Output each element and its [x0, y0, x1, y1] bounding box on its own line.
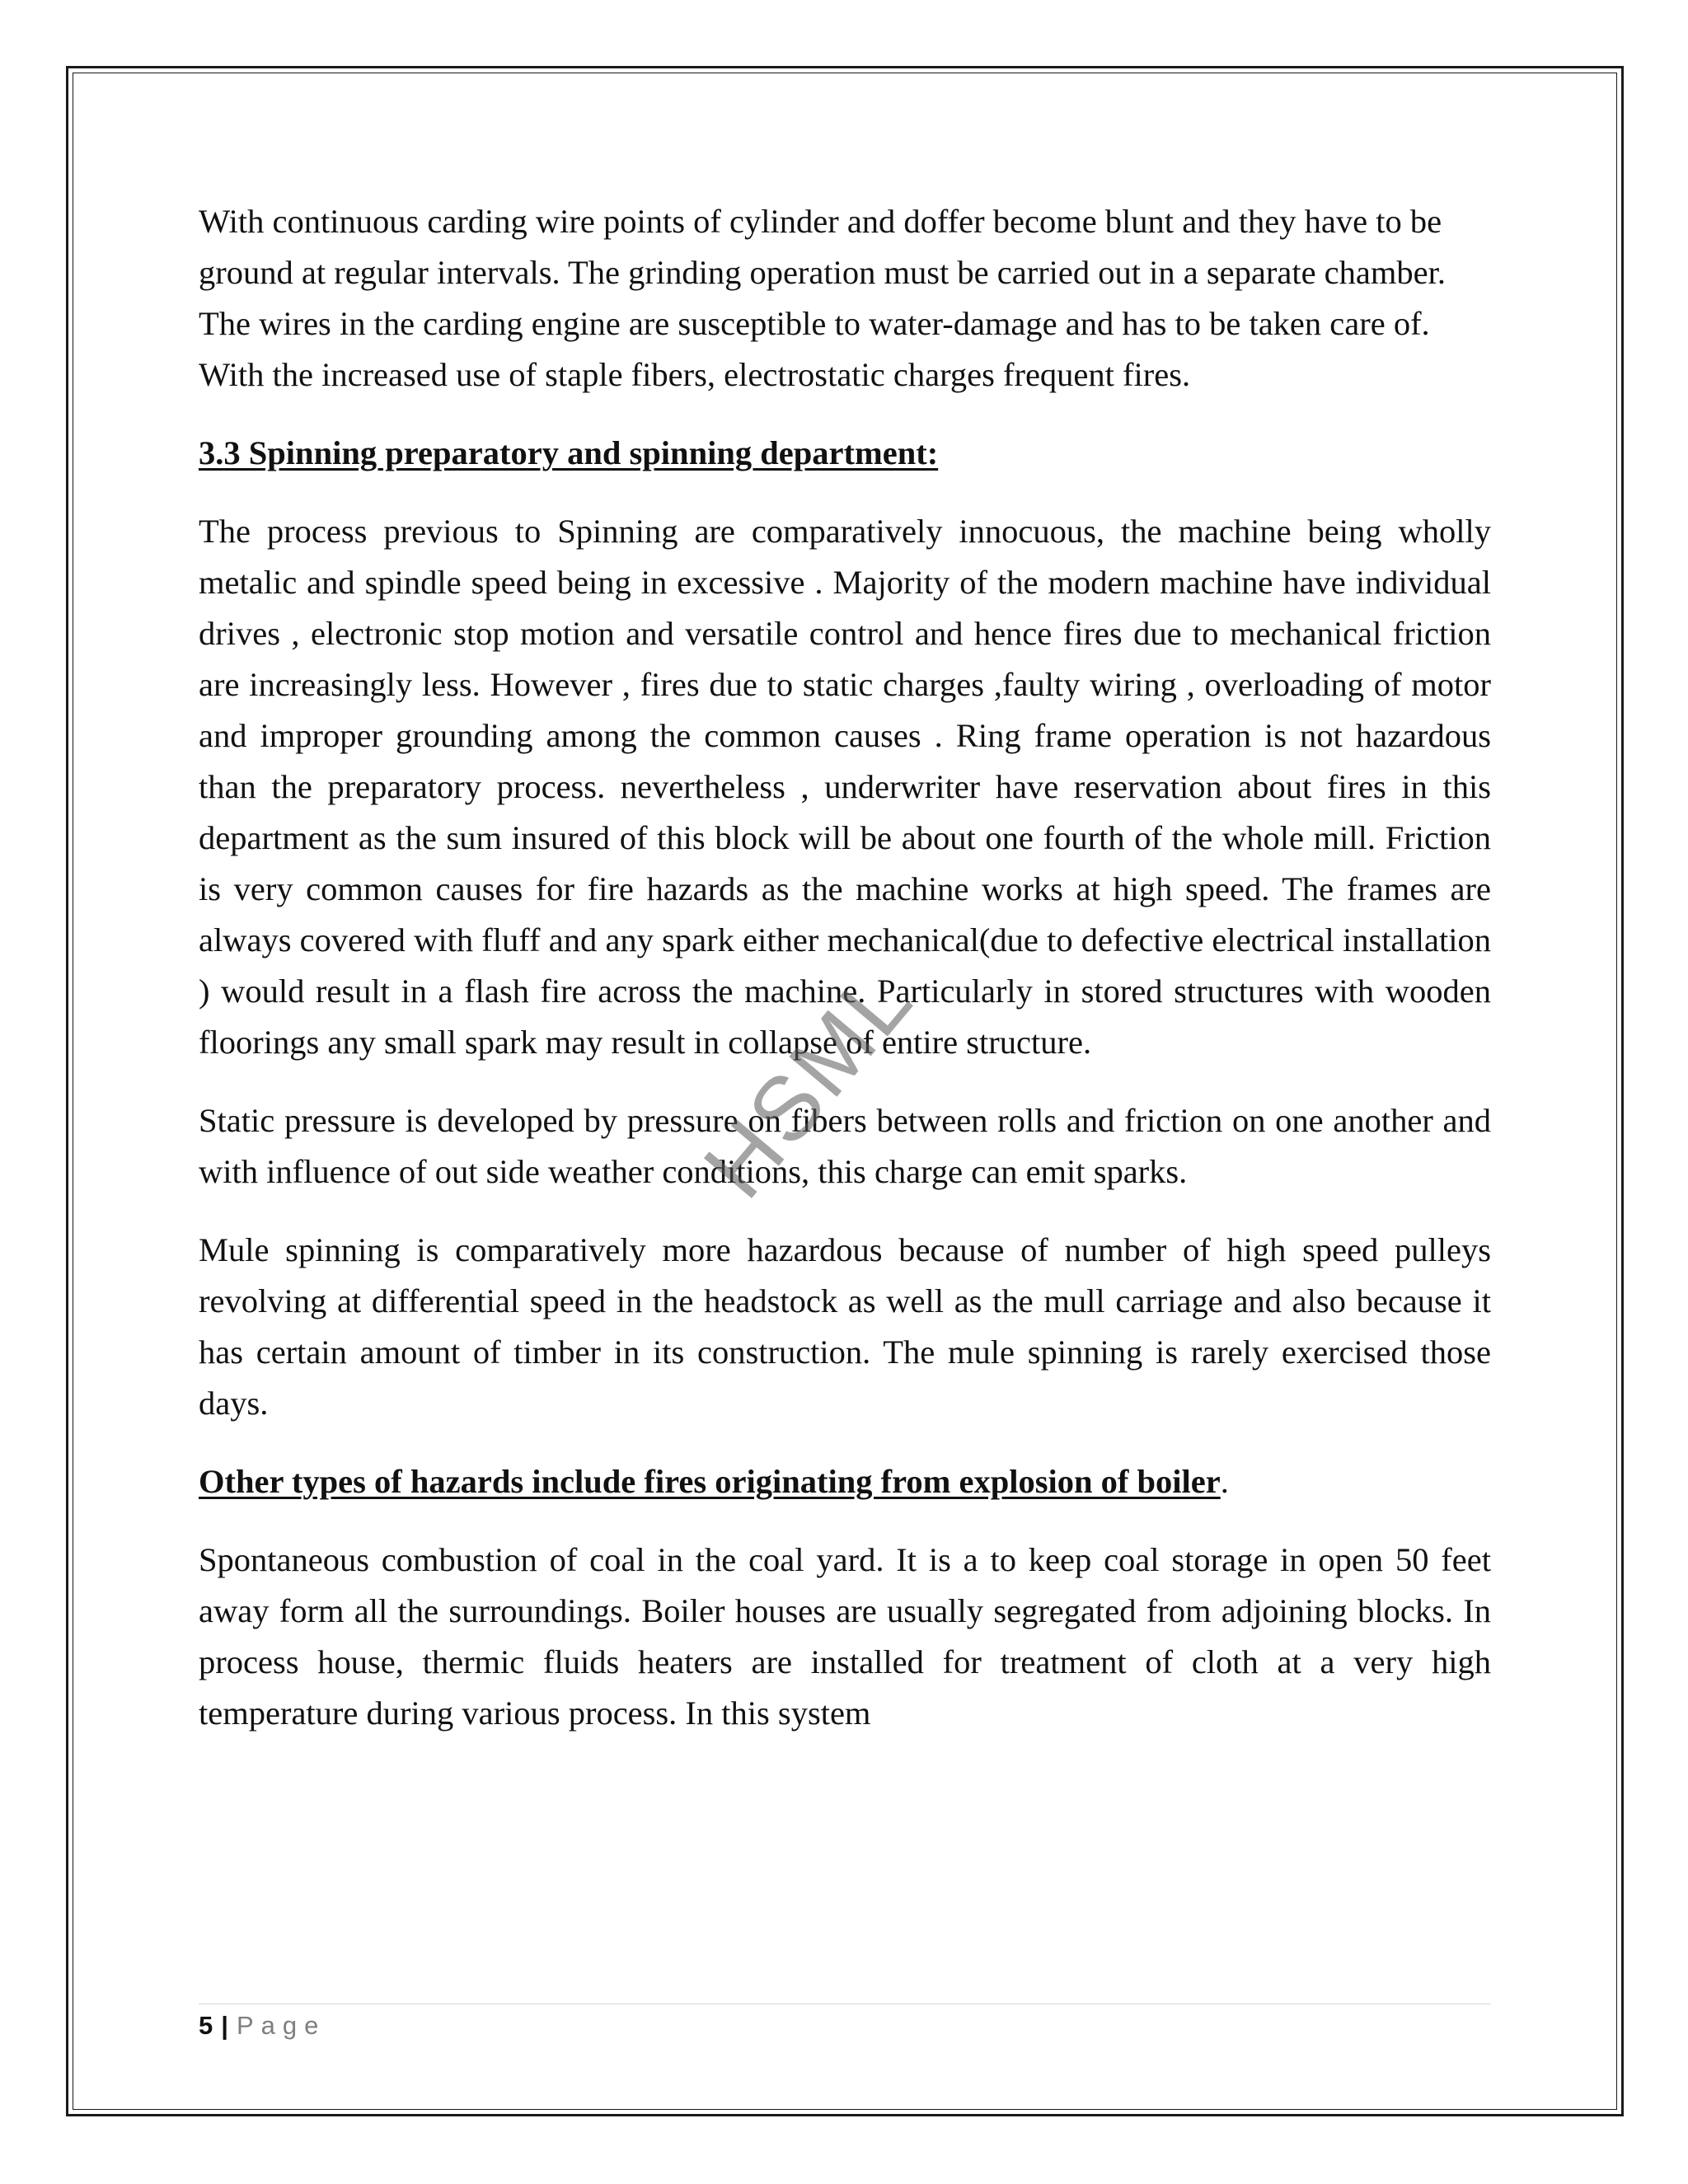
other-hazards-heading-text: Other types of hazards include fires originating from explosion of boiler	[199, 1463, 1221, 1500]
section-heading-spinning: 3.3 Spinning preparatory and spinning department:	[199, 434, 939, 471]
paragraph-spinning: The process previous to Spinning are comparatively innocuous, the machine being wholly metalic and spindle speed being in excessive . Majority of the modern machine have individual drives , electronic stop motion and versatile control and hence fires due to mechanical friction are increasingly less. However , fires due to static charges ,faulty wiring , overloading of motor and improper grounding among the common causes . Ring frame operation is not hazardous than the preparatory process. nevertheless , underwriter have reservation about fires in this department as the sum insured of this block will be about one fourth of the whole mill. Friction is very common causes for fire hazards as the machine works at high speed. The frames are always covered with fluff and any spark either mechanical(due to defective electrical installation ) would result in a flash fire across the machine. Particularly in stored structures with wooden floorings any small spark may result in collapse of entire structure.	[199, 513, 1491, 1061]
paragraph-carding: With continuous carding wire points of cylinder and doffer become blunt and they have to be ground at regular intervals. The grinding operation must be carried out in a separate chamber. The wires in the carding engine are susceptible to water-damage and has to be taken care of. With the increased use of staple fibers, electrostatic charges frequent fires.	[199, 203, 1446, 393]
watermark-text: HSML	[684, 948, 933, 1217]
section-heading-other-hazards	[199, 1456, 1491, 1507]
paragraph-static-pressure: Static pressure is developed by pressure on fibers between rolls and friction on one another and with influence of out side weather conditions, this charge can emit sparks.	[199, 1102, 1491, 1190]
footer-separator: |	[221, 2011, 228, 2040]
page-label: Page	[236, 2011, 326, 2040]
other-hazards-heading-period: .	[1220, 1463, 1229, 1500]
page-number: 5	[199, 2011, 213, 2040]
paragraph-coal-combustion: Spontaneous combustion of coal in the coal yard. It is a to keep coal storage in open 50 feet away form all the surroundings. Boiler houses are usually segregated from adjoining blocks. In process house, thermic fluids heaters are installed for treatment of cloth at a very high temperature during various process. In this system	[199, 1541, 1491, 1732]
paragraph-mule-spinning: Mule spinning is comparatively more hazardous because of number of high speed pulleys revolving at differential speed in the headstock as well as the mull carriage and also because it has certain amount of timber in its construction. The mule spinning is rarely exercised those days.	[199, 1231, 1491, 1422]
document-body	[199, 196, 1491, 1766]
page-footer	[199, 2008, 326, 2044]
